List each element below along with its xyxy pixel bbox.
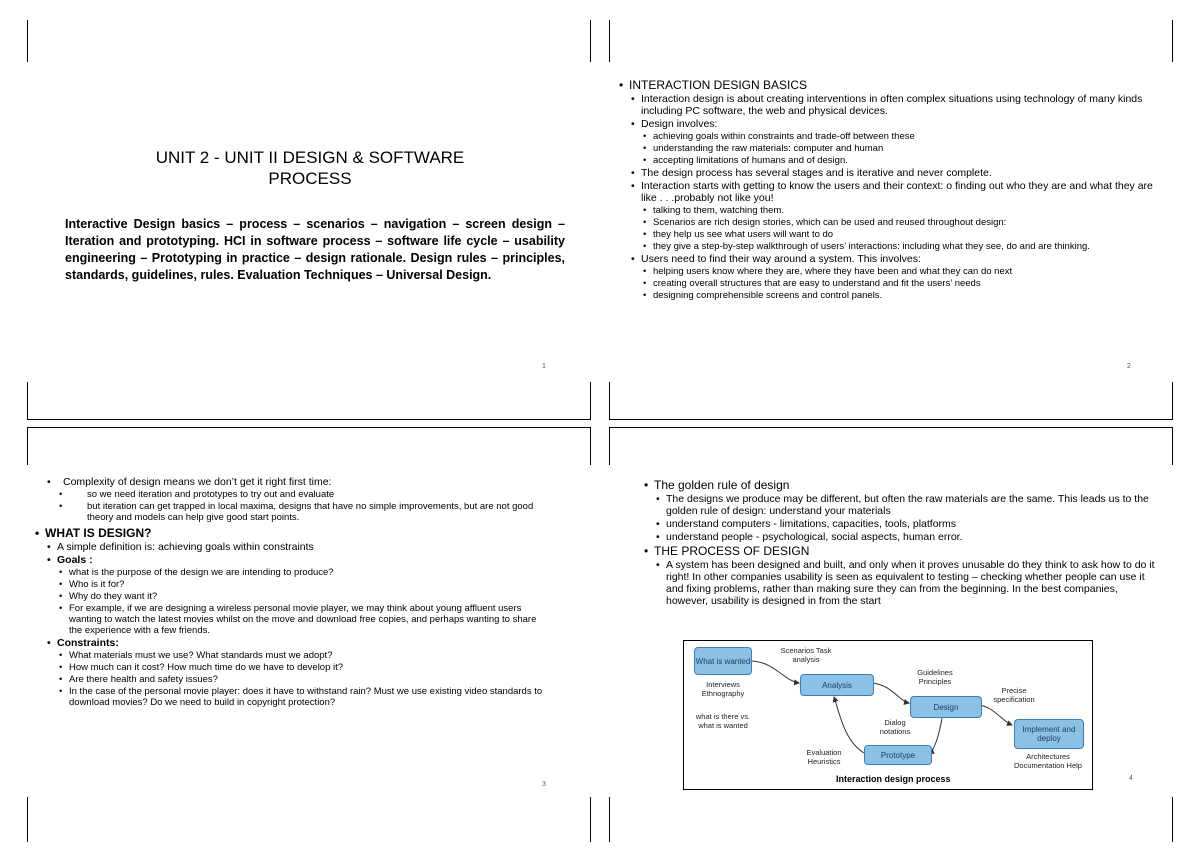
list-item: • understand computers - limitations, capacities, tools, platforms [644, 518, 1159, 530]
slide-2 [609, 0, 1199, 424]
page-number: 2 [1127, 363, 1131, 370]
box-implement-deploy: Implement and deploy [1014, 719, 1084, 749]
list-item: • so we need iteration and prototypes to try out and evaluate [35, 489, 550, 500]
label-precise-spec: Precise specification [993, 686, 1035, 704]
box-prototype: Prototype [864, 745, 932, 765]
list-item: • The design process has several stages and is iterative and never complete. [619, 167, 1167, 179]
label-dialog-notations: Dialog notations [879, 718, 911, 736]
page-number: 4 [1129, 775, 1133, 782]
box-what-is-wanted: What is wanted [694, 647, 752, 675]
list-item: • What materials must we use? What standards must we adopt? [35, 650, 550, 661]
box-analysis: Analysis [800, 674, 874, 696]
slide-1-title: UNIT 2 - UNIT II DESIGN & SOFTWARE PROCESS [155, 148, 465, 188]
list-item: • talking to them, watching them. [619, 205, 1167, 216]
slide-1-body: Interactive Design basics – process – scenarios – navigation – screen design – Iteration and prototyping. HCI in software process – software life cycle – usability engineering – Prototyping in practice – design rationale. Design rules – principles, standards, guidelines, rules. Evaluation Techniques – Universal Design. [65, 217, 565, 282]
interaction-design-process-diagram [683, 640, 1093, 790]
label-interviews: Interviews Ethnography [701, 680, 745, 698]
list-item: • but iteration can get trapped in local maxima, designs that have no simple improvements, but are not good theory and models can help give good start points. [35, 501, 550, 523]
list-item: • In the case of the personal movie player: does it have to withstand rain? Must we use existing video standards to download movies? Do we need to build in copyright protection? [35, 686, 550, 708]
slide-1 [0, 0, 590, 424]
heading-what-is-design: • WHAT IS DESIGN? [35, 526, 550, 540]
list-item: • Complexity of design means we don’t get it right first time: [35, 476, 550, 488]
list-item: • Are there health and safety issues? [35, 674, 550, 685]
heading-interaction-design-basics: • INTERACTION DESIGN BASICS [619, 78, 1167, 92]
page-number: 1 [542, 363, 546, 370]
list-item: • they give a step-by-step walkthrough of users’ interactions: including what they see, do and are thinking. [619, 241, 1167, 252]
list-item: • A simple definition is: achieving goals within constraints [35, 541, 550, 553]
heading-process-of-design: • THE PROCESS OF DESIGN [644, 544, 1159, 558]
list-item: • Users need to find their way around a system. This involves: [619, 253, 1167, 265]
list-item: • Scenarios are rich design stories, which can be used and reused throughout design: [619, 217, 1167, 228]
list-item: • achieving goals within constraints and trade-off between these [619, 131, 1167, 142]
list-item: • A system has been designed and built, and only when it proves unusable do they think to ask how to do it right! In other companies usability is seen as equivalent to testing – checking whether people can use it and fixing problems, rather than making sure they can from the beginning. In the best companies, however, usability is designed in from the start [644, 559, 1159, 607]
label-architectures: Architectures Documentation Help [1014, 752, 1082, 770]
label-what-is-there: what is there vs. what is wanted [695, 712, 751, 730]
list-item: • How much can it cost? How much time do we have to develop it? [35, 662, 550, 673]
label-evaluation: Evaluation Heuristics [806, 748, 842, 766]
list-item: • Interaction design is about creating interventions in often complex situations using technology of many kinds including PC software, the web and physical devices. [619, 93, 1167, 117]
slide-3 [0, 425, 590, 849]
list-item: • Constraints: [35, 637, 550, 649]
label-guidelines: Guidelines Principles [917, 668, 953, 686]
list-item: • designing comprehensible screens and control panels. [619, 290, 1167, 301]
list-item: • Why do they want it? [35, 591, 550, 602]
label-scenarios: Scenarios Task analysis [780, 646, 832, 664]
list-item: • Design involves: [619, 118, 1167, 130]
page-number: 3 [542, 781, 546, 788]
list-item: • they help us see what users will want to do [619, 229, 1167, 240]
list-item: • Goals : [35, 554, 550, 566]
box-design: Design [910, 696, 982, 718]
list-item: • Who is it for? [35, 579, 550, 590]
list-item: • understand people - psychological, social aspects, human error. [644, 531, 1159, 543]
list-item: • accepting limitations of humans and of design. [619, 155, 1167, 166]
list-item: • The designs we produce may be different, but often the raw materials are the same. This leads us to the golden rule of design: understand your materials [644, 493, 1159, 517]
list-item: • understanding the raw materials: computer and human [619, 143, 1167, 154]
list-item: • what is the purpose of the design we are intending to produce? [35, 567, 550, 578]
list-item: • Interaction starts with getting to know the users and their context: o finding out who they are and what they are like . . .probably not like you! [619, 180, 1167, 204]
heading-golden-rule: • The golden rule of design [644, 478, 1159, 492]
list-item: • helping users know where they are, where they have been and what they can do next [619, 266, 1167, 277]
slide-4 [609, 425, 1199, 849]
diagram-caption: Interaction design process [836, 774, 951, 784]
list-item: • creating overall structures that are easy to understand and fit the users’ needs [619, 278, 1167, 289]
list-item: • For example, if we are designing a wireless personal movie player, we may think about young affluent users wanting to watch the latest movies whilst on the move and download free copies, and perhaps wanting to share the experience with a few friends. [35, 603, 550, 636]
